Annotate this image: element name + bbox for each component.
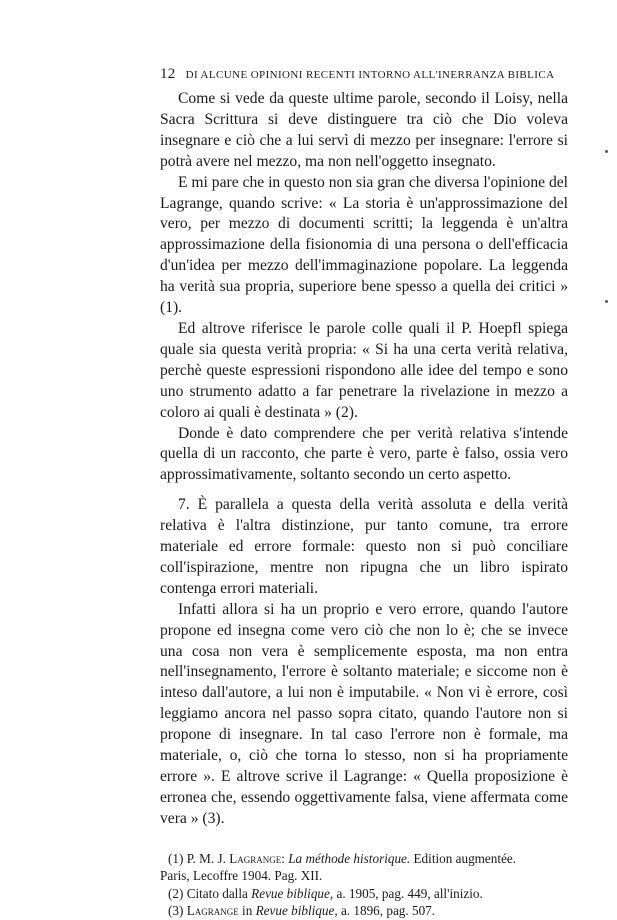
margin-speck xyxy=(605,300,608,303)
paragraph: Ed altrove riferisce le parole colle quali il P. Hoepfl spiega quale sia questa verità propria: « Si ha una certa verità relativa, perchè queste espressioni rispondono alle idee del tempo e sono uno strumento adatto a far penetrare la rivelazione in mezzo a coloro ai quali è destinata » (2). xyxy=(160,319,568,421)
footnote-1-continuation: Paris, Lecoffre 1904. Pag. XII. xyxy=(160,868,323,884)
margin-speck xyxy=(605,150,608,153)
footnotes xyxy=(160,850,568,920)
footnote-author: P. M. J. Lagrange: xyxy=(186,850,285,866)
running-title: DI ALCUNE OPINIONI RECENTI INTORNO ALL'INERRANZA BIBLICA xyxy=(185,69,555,81)
footnote-text: a. 1896, pag. 507. xyxy=(340,903,436,919)
paragraph: E mi pare che in questo non sia gran che diversa l'opinione del Lagrange, quando scrive: « La storia è un'approssimazione del vero, per mezzo di documenti scritti; la leggenda è un'altra approssimazione della fisionomia di una persona o dell'efficacia d'un'idea per mezzo dell'immaginazione popolare. La leggenda ha verità sua propria, superiore bene spesso a quella dei critici » (1). xyxy=(160,173,568,317)
footnote-title: La méthode historique. xyxy=(288,850,411,866)
running-header xyxy=(160,66,568,83)
footnote-text: Citato dalla xyxy=(186,885,248,901)
paragraph: Donde è dato comprendere che per verità relativa s'intende quella di un racconto, che parte è vero, parte è falso, ossia vero approssimativamente, soltanto secondo un certo aspetto. xyxy=(160,424,568,484)
paragraph: Infatti allora si ha un proprio e vero errore, quando l'autore propone ed insegna come vero ciò che non lo è; che se invece una cosa non vera è semplicemente esposta, ma non entra nell'insegnamento, l'errore è soltanto materiale; e siccome non è inteso dall'autore, a lui non è imputabile. « Non vi è errore, così leggiamo ancora nel passo sopra citato, quando l'autore non si propone di insegnare. In tal caso l'errore non è formale, ma materiale, o, ciò che torna lo stesso, non si ha propriamente errore ». E altrove scrive il Lagrange: « Quella proposizione è erronea che, essendo oggettivamente falsa, viene affermata come vera » (3). xyxy=(160,600,568,827)
footnote-text: a. 1905, pag. 449, all'inizio. xyxy=(336,885,483,901)
footnote-1 xyxy=(160,850,568,868)
body-text xyxy=(160,89,568,830)
footnote-mark: (3) xyxy=(168,903,184,919)
page xyxy=(160,66,568,920)
page-number: 12 xyxy=(160,66,176,82)
footnote-mark: (2) xyxy=(168,885,184,901)
paragraph-section-7: 7. È parallela a questa della verità assoluta e della verità relativa è l'altra distinzione, pur tanto comune, tra errore materiale ed errore formale: questo non si può conciliare coll'ispirazione, mentre non ripugna che un libro ispirato contenga errori materiali. xyxy=(160,496,568,597)
footnote-author: Lagrange xyxy=(186,903,239,919)
footnote-text: in xyxy=(242,903,253,919)
footnote-title: Revue biblique, xyxy=(251,885,334,901)
footnote-title: Revue biblique, xyxy=(255,903,338,919)
footnote-mark: (1) xyxy=(168,850,184,866)
paragraph: Come si vede da queste ultime parole, secondo il Loisy, nella Sacra Scrittura si deve distinguere tra ciò che Dio voleva insegnare e ciò che a lui servì di mezzo per insegnare: l'errore si potrà avere nel mezzo, ma non nell'oggetto insegnato. xyxy=(160,90,568,170)
footnote-3 xyxy=(160,902,568,920)
footnote-text: Edition augmentée. xyxy=(413,850,517,866)
